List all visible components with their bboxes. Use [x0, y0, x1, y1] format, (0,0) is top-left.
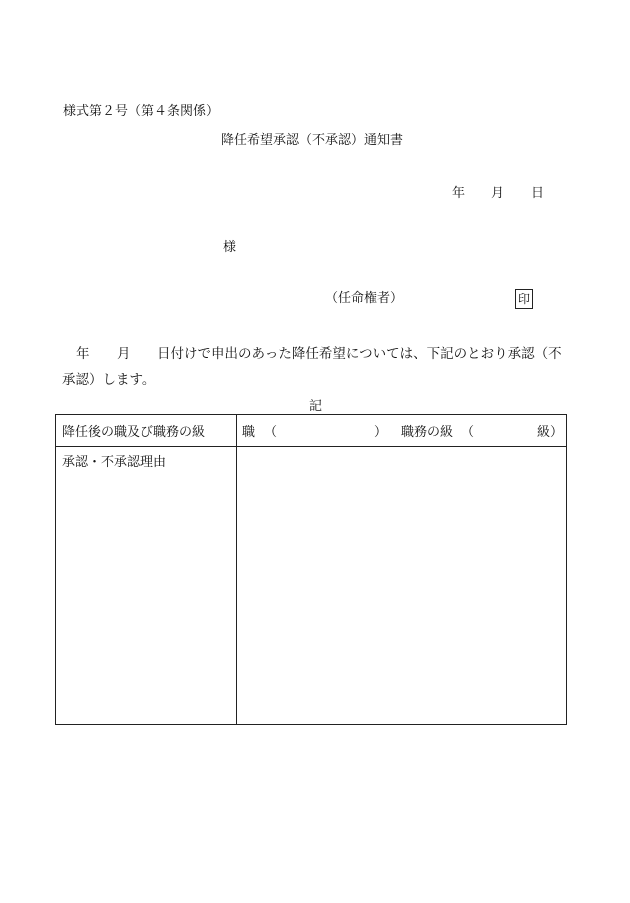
addressee-honorific: 様: [223, 240, 237, 255]
date-month-label: 月: [491, 186, 505, 201]
record-table: [55, 414, 567, 725]
seal-mark: 印: [515, 289, 533, 309]
body-month: 月: [117, 346, 131, 362]
approval-reason-label: 承認・不承認理由: [62, 455, 167, 470]
body-text-line2: 承認）します。: [62, 372, 156, 388]
grade-suffix: 級）: [537, 425, 564, 440]
appointing-authority-label: （任命権者）: [325, 291, 404, 306]
record-mark: 記: [309, 399, 323, 414]
body-year: 年: [76, 346, 90, 362]
post-shoku-label: 職: [242, 425, 256, 440]
post-after-demotion-label: 降任後の職及び職務の級: [62, 425, 206, 440]
grade-open-paren: （: [461, 425, 475, 440]
post-open-paren: （: [264, 425, 278, 440]
post-close-paren: ）: [374, 425, 388, 440]
body-text-line1: 日付けで申出のあった降任希望については、下記のとおり承認（不: [157, 346, 562, 362]
date-year-label: 年: [452, 186, 466, 201]
table-row-divider: [56, 446, 566, 447]
grade-label: 職務の級: [401, 425, 454, 440]
date-day-label: 日: [531, 186, 545, 201]
form-number: 様式第２号（第４条関係）: [63, 104, 220, 119]
document-title: 降任希望承認（不承認）通知書: [221, 133, 404, 148]
table-column-divider: [236, 415, 237, 724]
